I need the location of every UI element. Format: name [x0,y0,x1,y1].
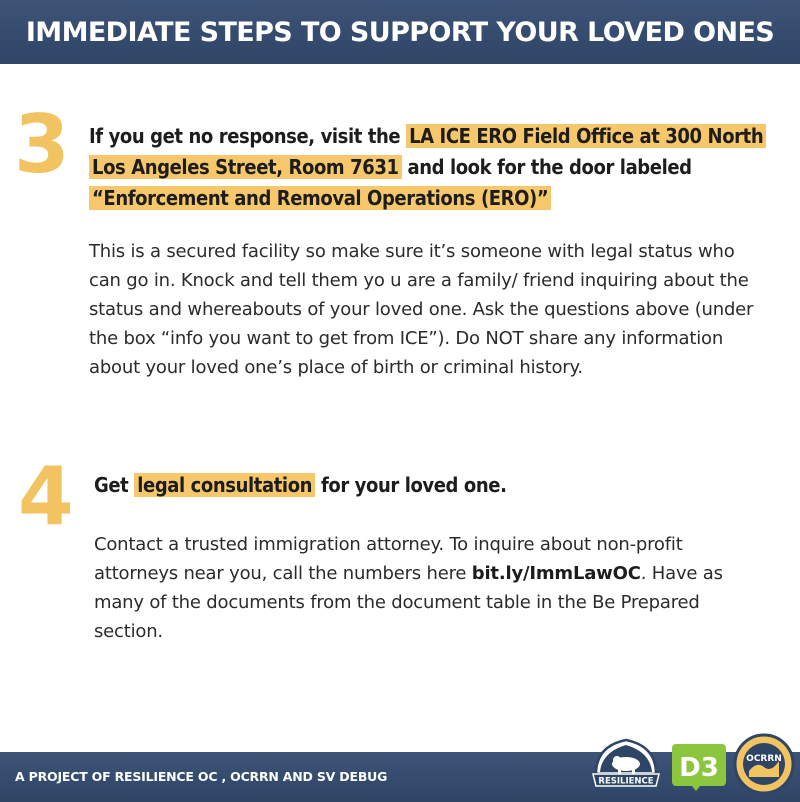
header-banner [0,0,800,64]
ocrrn-logo [733,731,795,797]
sv-debug-logo [670,742,728,792]
resilience-logo [590,734,662,792]
resilience-logo-text: RESILIENCE [598,776,654,787]
step-4-heading-text: Get [94,473,135,497]
step-3-heading-text: If you get no response, visit the [89,124,407,148]
step-4-body [94,530,754,646]
step-3-heading [89,121,769,214]
step-3-number: 3 [14,98,70,191]
footer-credit: A PROJECT OF RESILIENCE OC , OCRRN AND SV DEBUG [15,769,388,784]
ero-door-label-highlight: “Enforcement and Removal Operations (ERO)” [89,186,551,210]
step-3-body: This is a secured facility so make sure it’s someone with legal status who can go in. Knock and tell them yo u are a family/ friend inquiring about the status and whereabouts of your loved one. Ask the questions above (under the box “info you want to get from ICE”). Do NOT share any information about your loved one’s place of birth or criminal history. [89,241,754,378]
step-4-number: 4 [18,450,74,543]
step-4-body-text: Contact a trusted immigration attorney. To inquire about non-profit attorneys near you, call the numbers here [94,534,683,584]
field-office-address-highlight: LA ICE ERO Field Office at 300 North Los Angeles Street, Room 7631 [89,124,766,179]
legal-consultation-highlight: legal consultation [134,473,315,497]
step-3-heading-middle: and look for the door labeled [401,155,692,179]
ocrrn-logo-text: OCRRN [746,754,782,764]
step-4-body-end: . Have as many of the documents from the document table in the Be Prepared section. [94,563,723,642]
page-title: IMMEDIATE STEPS TO SUPPORT YOUR LOVED ONES [25,16,775,48]
step-4-heading [94,470,774,501]
step-4-heading-after: for your loved one. [315,473,507,497]
d3-logo-text: D3 [679,753,719,783]
immlaw-link[interactable]: bit.ly/ImmLawOC [471,563,641,584]
